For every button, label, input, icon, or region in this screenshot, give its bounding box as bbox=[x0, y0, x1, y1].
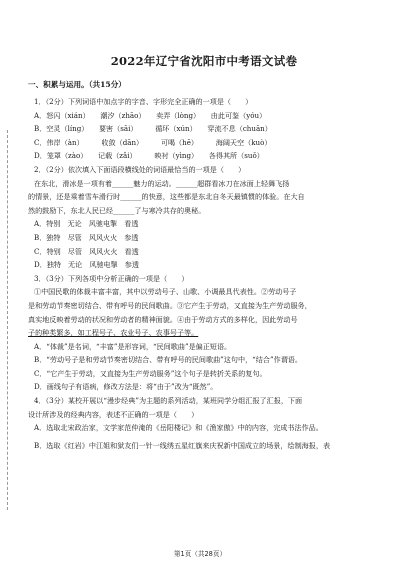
option-b: B．空灵（líng） 要害（sāi） 循环（xún） 穿流不息（chuān） bbox=[34, 124, 272, 134]
option-d: D．画线句子有语病，修改方法是：将“由于”改为“既然”。 bbox=[34, 382, 218, 392]
question-3 bbox=[28, 272, 380, 394]
option-b: B．“劳动号子是和劳动节奏密切结合、带有呼号的民间歌曲”这句中，“结合”作谓语。 bbox=[34, 355, 302, 365]
question-stem: 2．（2分）依次填入下面语段横线处的词语最恰当的一项是（ ） bbox=[34, 164, 246, 174]
option-a: A．特别 无论 风驰电掣 看透 bbox=[34, 219, 139, 229]
option-b: B．选取《红岩》中江姐和狱友们一针一线绣五星红旗来庆祝新中国成立的场景，绘制海报，表 bbox=[34, 440, 331, 450]
passage-line: 在东北，滑冰是一项有着______魅力的运动。______超群看冰刀在冰面上轻舞飞扬 bbox=[34, 178, 290, 188]
question-stem: 1．（2分）下列词语中加点字的字音、字形完全正确的一项是（ ） bbox=[34, 97, 253, 106]
question-stem: 3．（3分）下列各项中分析正确的一项是（ ） bbox=[34, 273, 189, 283]
passage-line: 是和劳动节奏密切结合、带有呼号的民间歌曲。③它产生于劳动，又直接为生产劳动服务， bbox=[28, 300, 312, 310]
passage-line: 然的鼓励下，东北人民已经______了与寒冷共存的奥秘。 bbox=[28, 205, 206, 215]
passage-line: 的情景，还是乘着雪车滑行时______的快意，这些都是东北自冬天最镇惯的体验。在大自 bbox=[28, 192, 305, 202]
question-stem-cont: 设计所涉及的经典内容，表述不正确的一项是（ ） bbox=[28, 409, 199, 419]
passage-line: ①中国民歌的体裁丰富丰富，其中以劳动号子、山歌、小调最具代表性。②劳动号子 bbox=[34, 287, 297, 297]
passage-line-underlined: 子的种类繁多，如工程号子、农业号子、农事号子等。 bbox=[28, 328, 199, 338]
option-a: A．怒闪（xián） 潮汐（zhāo） 卖弄（lòng） 由此可鉴（yóu） bbox=[34, 110, 267, 120]
section-heading: 一、积累与运用。（共15分） bbox=[28, 80, 126, 89]
question-stem: 4．（3分）某校开展以“漫步经典”为主题的系列活动，某班同学分组汇报了汇报，下面 bbox=[34, 396, 303, 406]
page-title: 2022年辽宁省沈阳市中考语文试卷 bbox=[110, 54, 298, 68]
option-b: B．独特 尽管 风风火火 参透 bbox=[34, 232, 139, 242]
binding-margin-line bbox=[7, 130, 20, 510]
page-footer: 第1页（共28页） bbox=[173, 550, 227, 558]
option-d: D．独特 无论 风驰电掣 参透 bbox=[34, 260, 139, 270]
question-1 bbox=[28, 95, 380, 163]
passage-line: 真实地反映着劳动的状况和劳动者的精神面貌。④由于劳动方式的多样化，因此劳动号 bbox=[28, 314, 298, 324]
question-2 bbox=[28, 163, 380, 272]
option-d: D．笼罩（zào） 记载（zǎi） 映衬（yìng） 各得其所（suǒ） bbox=[34, 151, 264, 161]
option-c: C．特别 尽管 风风火火 看透 bbox=[34, 246, 139, 256]
exam-content bbox=[28, 0, 380, 452]
option-a: A．选取北宋政治家，文学家范仲淹的《岳阳楼记》和《渔家傲》中的内容，完成书法作品。 bbox=[34, 423, 323, 433]
question-4 bbox=[28, 394, 380, 452]
option-c: C．“它产生于劳动，又直接为生产劳动服务”这个句子是转折关系的复句。 bbox=[34, 368, 267, 378]
option-c: C．伟岸（àn） 收敛（dān） 可喝（hē） 海阔天空（kuò） bbox=[34, 137, 272, 147]
option-a: A．“体裁”是名词，“丰富”是形容词，“民间歌曲”是偏正短语。 bbox=[34, 341, 232, 351]
